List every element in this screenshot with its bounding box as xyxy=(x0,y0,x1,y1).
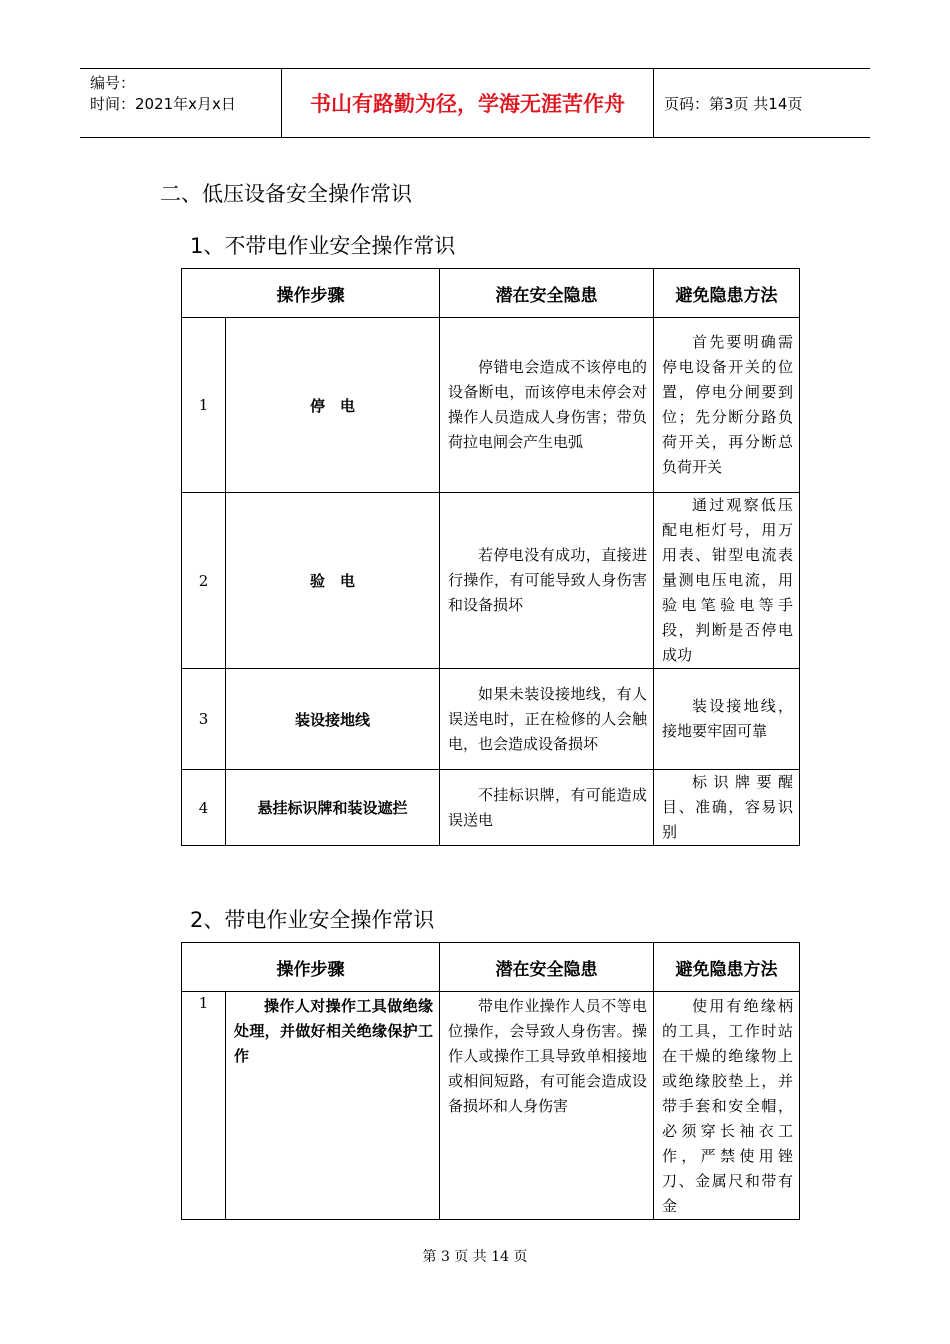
table2-title: 2、带电作业安全操作常识 xyxy=(190,908,435,932)
header-page-number: 页码：第3页 共14页 xyxy=(664,94,803,113)
row-method: 首先要明确需停电设备开关的位置，停电分闸要到位；先分断分路负荷开关，再分断总负荷开关 xyxy=(654,318,800,493)
row-number: 3 xyxy=(182,669,226,770)
table-header-row xyxy=(182,943,800,992)
row-method: 使用有绝缘柄的工具，工作时站在干燥的绝缘物上或绝缘胶垫上，并带手套和安全帽，必须穿长袖衣工作，严禁使用锉刀、金属尺和带有金 xyxy=(654,992,800,1220)
row-number: 1 xyxy=(182,318,226,493)
row-hazard: 停错电会造成不该停电的设备断电，而该停电未停会对操作人员造成人身伤害；带负荷拉电闸会产生电弧 xyxy=(440,318,654,493)
header-step: 操作步骤 xyxy=(182,943,440,992)
header-time: 时间：2021年x月x日 xyxy=(90,95,236,113)
header-code: 编号： xyxy=(90,74,136,92)
header-hazard: 潜在安全隐患 xyxy=(440,269,654,318)
row-number: 4 xyxy=(182,770,226,846)
page-footer: 第 3 页 共 14 页 xyxy=(422,1249,528,1265)
header-meta xyxy=(80,69,282,137)
row-number: 2 xyxy=(182,493,226,669)
table-row xyxy=(182,318,800,493)
page-header xyxy=(80,68,870,138)
row-number: 1 xyxy=(182,992,226,1220)
row-step: 装设接地线 xyxy=(226,669,440,770)
row-step: 悬挂标识牌和装设遮拦 xyxy=(226,770,440,846)
table1-title: 1、不带电作业安全操作常识 xyxy=(190,234,456,258)
table-live-operation xyxy=(181,942,800,1220)
row-method: 标识牌要醒目、准确，容易识别 xyxy=(654,770,800,846)
table-row xyxy=(182,669,800,770)
table-row xyxy=(182,493,800,669)
header-motto: 书山有路勤为径，学海无涯苦作舟 xyxy=(282,69,654,137)
table-no-power-operation xyxy=(181,268,800,846)
row-method: 装设接地线，接地要牢固可靠 xyxy=(654,669,800,770)
row-hazard: 若停电没有成功，直接进行操作，有可能导致人身伤害和设备损坏 xyxy=(440,493,654,669)
row-step: 操作人对操作工具做绝缘处理，并做好相关绝缘保护工作 xyxy=(226,992,440,1220)
row-hazard: 不挂标识牌，有可能造成误送电 xyxy=(440,770,654,846)
header-hazard: 潜在安全隐患 xyxy=(440,943,654,992)
row-method: 通过观察低压配电柜灯号，用万用表、钳型电流表量测电压电流，用验电笔验电等手段，判断是否停电成功 xyxy=(654,493,800,669)
table-row xyxy=(182,770,800,846)
row-step: 停 电 xyxy=(226,318,440,493)
header-method: 避免隐患方法 xyxy=(654,269,800,318)
row-hazard: 带电作业操作人员不等电位操作，会导致人身伤害。操作人或操作工具导致单相接地或相间短路，有可能会造成设备损坏和人身伤害 xyxy=(440,992,654,1220)
table-row xyxy=(182,992,800,1220)
row-step: 验 电 xyxy=(226,493,440,669)
row-hazard: 如果未装设接地线，有人误送电时，正在检修的人会触电，也会造成设备损坏 xyxy=(440,669,654,770)
section-title: 二、低压设备安全操作常识 xyxy=(160,182,412,206)
table-header-row xyxy=(182,269,800,318)
header-step: 操作步骤 xyxy=(182,269,440,318)
header-method: 避免隐患方法 xyxy=(654,943,800,992)
